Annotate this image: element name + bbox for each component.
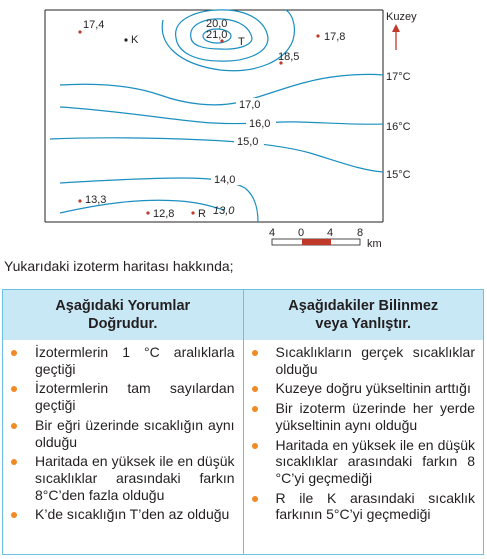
isotherm-15	[50, 138, 383, 172]
unknown-item-2: Kuzeye doğru yükseltinin arttığı	[275, 380, 471, 397]
point-17-8-marker	[316, 34, 319, 37]
unknown-item-5: R ile K arasındaki sıcaklık farkının 5°C’yi geçmediği	[275, 489, 475, 523]
unknown-column	[243, 290, 484, 554]
isotherm-label-17: 17,0	[239, 99, 261, 111]
list-item	[252, 380, 476, 397]
bullet-icon	[11, 459, 17, 465]
unknown-column-header	[244, 290, 484, 340]
point-label-k: K	[131, 34, 139, 46]
bullet-icon	[11, 350, 17, 356]
point-label-12-8: 12,8	[153, 208, 175, 220]
list-item	[252, 400, 476, 433]
north-arrow-icon	[392, 24, 400, 50]
correct-item-4: Haritada en yüksek ile en düşük sıcaklıklar arasındaki farkın 8°C’den fazla olduğu	[35, 453, 235, 503]
edge-label-15c: 15°C	[386, 169, 411, 181]
scale-bar	[272, 239, 360, 245]
point-label-r: R	[198, 208, 206, 220]
scale-tick-8: 8	[357, 227, 364, 239]
isotherm-label-16: 16,0	[249, 118, 271, 130]
list-item	[11, 417, 235, 450]
correct-item-5: K’de sıcaklığın T’den az olduğu	[35, 506, 230, 523]
isotherm-16	[60, 107, 383, 124]
unknown-header-line2: veya Yanlıştır.	[315, 316, 412, 332]
scale-tick-4-left: 4	[269, 227, 276, 239]
point-17-4-marker	[78, 30, 81, 33]
point-label-17-4: 17,4	[83, 19, 105, 31]
isotherm-17	[60, 74, 383, 105]
correct-item-3: Bir eğri üzerinde sıcaklığın aynı olduğu	[35, 416, 235, 450]
point-label-t: T	[238, 36, 245, 48]
unknown-header-line1: Aşağıdakiler Bilinmez	[288, 298, 439, 314]
scale-tick-0: 0	[298, 227, 305, 239]
point-13-3-marker	[78, 199, 81, 202]
list-item	[11, 506, 235, 523]
bullet-icon	[252, 350, 258, 356]
correct-column-header	[3, 290, 243, 340]
intro-text: Yukarıdaki izoterm haritası hakkında;	[4, 258, 234, 274]
list-item	[11, 344, 235, 377]
point-label-21-0: 21,0	[206, 29, 228, 41]
correct-item-2: İzotermlerin tam sayılardan geçtiği	[35, 380, 235, 414]
unknown-list	[244, 344, 484, 523]
point-k-marker	[124, 38, 127, 41]
correct-header-line2: Doğrudur.	[88, 316, 158, 332]
list-item	[11, 380, 235, 413]
correct-column	[3, 290, 243, 554]
unknown-item-4: Haritada en yüksek ile en düşük sıcaklıklar arasındaki farkın 8 °C’yi geçmediği	[275, 436, 475, 486]
isotherm-label-13: 13,0	[213, 205, 235, 217]
edge-label-17c: 17°C	[386, 71, 411, 83]
unknown-item-1: Sıcaklıkların gerçek sıcaklıklar olduğu	[275, 344, 475, 377]
list-item	[252, 344, 476, 377]
edge-label-16c: 16°C	[386, 121, 411, 133]
bullet-icon	[11, 423, 17, 429]
point-label-18-5: 18,5	[278, 51, 300, 63]
isotherm-label-15: 15,0	[237, 136, 259, 148]
correct-header-line1: Aşağıdaki Yorumlar	[55, 298, 191, 314]
comments-table	[2, 289, 484, 555]
isotherm-map	[0, 0, 487, 250]
list-item	[252, 437, 476, 487]
point-r-marker	[191, 211, 194, 214]
unknown-item-3: Bir izoterm üzerinde her yerde yükseltinin aynı olduğu	[275, 400, 475, 433]
list-item	[252, 490, 476, 523]
point-label-13-3: 13,3	[85, 194, 107, 206]
bullet-icon	[11, 386, 17, 392]
bullet-icon	[252, 496, 258, 502]
correct-item-1: İzotermlerin 1 °C aralıklarla geçtiği	[35, 344, 235, 377]
correct-list	[3, 344, 243, 523]
isotherm-label-14: 14,0	[214, 174, 236, 186]
point-12-8-marker	[146, 211, 149, 214]
point-label-17-8: 17,8	[324, 31, 346, 43]
north-label: Kuzey	[386, 11, 417, 23]
bullet-icon	[11, 512, 17, 518]
list-item	[11, 453, 235, 503]
point-label-20-0: 20,0	[206, 18, 228, 30]
scale-tick-4-right: 4	[327, 227, 334, 239]
bullet-icon	[252, 386, 258, 392]
bullet-icon	[252, 406, 258, 412]
bullet-icon	[252, 443, 258, 449]
scale-unit: km	[367, 238, 382, 250]
